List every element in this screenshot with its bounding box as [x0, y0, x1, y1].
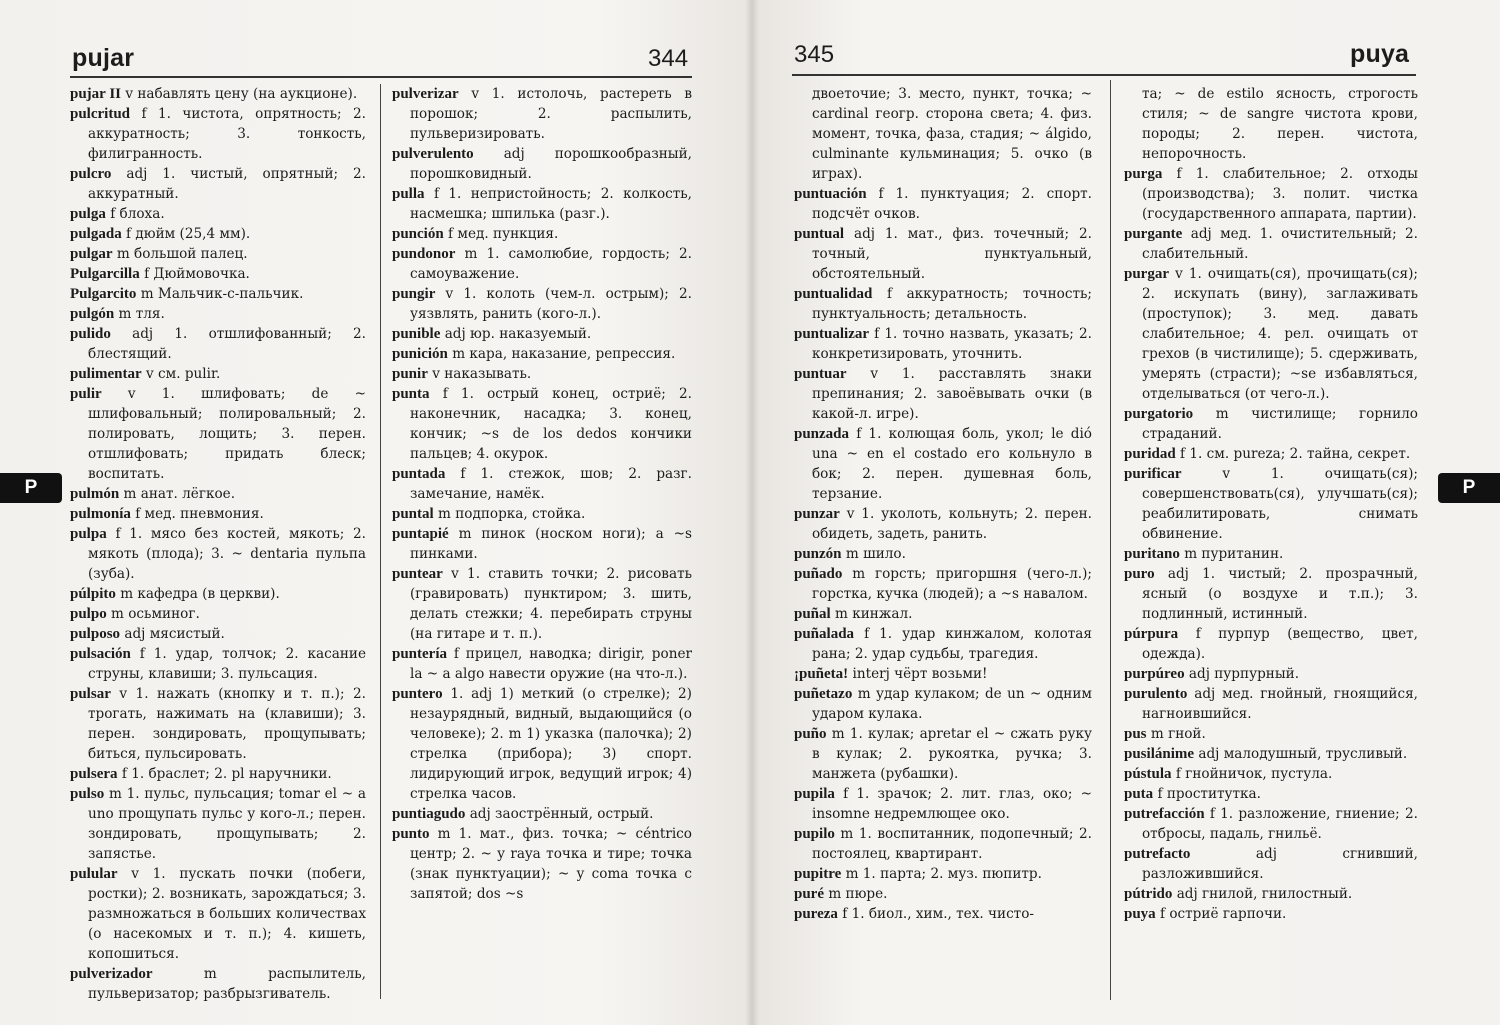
entry-definition: v 1. нажать (кнопку и т. п.); 2. трогать, нажимать на (клавиши); 3. перен. зондировать, прощупывать; биться, пульсировать.: [88, 686, 367, 762]
entry-definition: adj пурпурный.: [1188, 666, 1300, 682]
dictionary-entry: [70, 504, 366, 524]
entry-headword: punto: [392, 826, 430, 842]
entry-headword: pulcro: [70, 166, 112, 182]
entry-headword: pulverizar: [392, 86, 459, 102]
dictionary-entry: [1124, 744, 1418, 764]
dictionary-entry: [392, 144, 692, 184]
dictionary-entry: [1124, 784, 1418, 804]
left-column-1: [70, 84, 366, 1004]
entry-headword: pungir: [392, 286, 436, 302]
entry-definition: f 1. разложение, гниение; 2. отбросы, падаль, гнильё.: [1142, 806, 1418, 842]
entry-definition: двоеточие; 3. место, пункт, точка; ~ cardinal геогр. сторона света; 4. физ. момент, точка, фаза, стадия; ~ álgido, culminante кульминация; 5. очко (в играх).: [812, 86, 1092, 182]
entry-definition: m осьминог.: [111, 606, 200, 622]
entry-headword: putrefacción: [1124, 806, 1205, 822]
entry-headword: pulir: [70, 386, 102, 402]
dictionary-entry: [70, 684, 366, 764]
entry-definition: m пюре.: [828, 886, 888, 902]
entry-headword: pústula: [1124, 766, 1172, 782]
entry-headword: pusilánime: [1124, 746, 1195, 762]
entry-definition: f 1. биол., хим., тех. чисто-: [842, 906, 1034, 922]
dictionary-entry: [70, 644, 366, 684]
entry-headword: pulsera: [70, 766, 118, 782]
entry-definition: f 1. см. pureza; 2. тайна, секрет.: [1180, 446, 1411, 462]
page-number: 344: [648, 45, 689, 72]
entry-definition: f блоха.: [110, 206, 165, 222]
entry-headword: putrefacto: [1124, 846, 1191, 862]
entry-definition: та; ~ de estilo ясность, строгость стиля; ~ de sangre чистота крови, породы; 2. перен. чистота, непорочность.: [1142, 86, 1418, 162]
dictionary-entry: [794, 884, 1092, 904]
letter-tab: P: [1438, 473, 1500, 503]
entry-headword: puntualidad: [794, 286, 873, 302]
entry-headword: pujar II: [70, 86, 121, 102]
entry-headword: punible: [392, 326, 441, 342]
entry-headword: puntero: [392, 686, 443, 702]
entry-definition: f 1. мясо без костей, мякоть; 2. мякоть (плода); 3. ~ dentaria пульпа (зуба).: [88, 526, 367, 582]
entry-headword: punción: [392, 226, 444, 242]
entry-definition: f прицел, наводка; dirigir, poner la ~ a algo навести оружие (на что-л.).: [410, 646, 692, 682]
entry-headword: pulsar: [70, 686, 111, 702]
entry-definition: m тля.: [118, 306, 165, 322]
entry-definition: f гнойничок, пустула.: [1175, 766, 1333, 782]
entry-headword: pútrido: [1124, 886, 1173, 902]
entry-definition: m 1. воспитанник, подопечный; 2. постоялец, квартирант.: [812, 826, 1093, 862]
entry-definition: m Мальчик-с-пальчик.: [140, 286, 304, 302]
entry-definition: f проститутка.: [1157, 786, 1261, 802]
entry-headword: pulso: [70, 786, 105, 802]
entry-definition: v 1. очищать(ся); совершенствовать(ся), улучшать(ся); реабилитировать, снимать обвинение.: [1142, 466, 1418, 542]
dictionary-entry: [70, 484, 366, 504]
entry-definition: m анат. лёгкое.: [123, 486, 236, 502]
letter-tab: P: [0, 473, 62, 503]
entry-definition: v 1. колоть (чем-л. острым); 2. уязвлять, ранить (кого-л.).: [410, 286, 692, 322]
entry-definition: adj мед. 1. очистительный; 2. слабительный.: [1142, 226, 1418, 262]
entry-headword: purpúreo: [1124, 666, 1185, 682]
entry-headword: pupitre: [794, 866, 842, 882]
entry-definition: m 1. парта; 2. муз. пюпитр.: [845, 866, 1042, 882]
dictionary-entry: [794, 504, 1092, 544]
entry-headword: purgante: [1124, 226, 1183, 242]
dictionary-entry: [70, 624, 366, 644]
dictionary-entry: [392, 244, 692, 284]
entry-headword: punir: [392, 366, 428, 382]
entry-headword: pulverulento: [392, 146, 474, 162]
dictionary-entry: [70, 244, 366, 264]
dictionary-entry: [1124, 884, 1418, 904]
entry-headword: pulmón: [70, 486, 120, 502]
dictionary-entry: [794, 784, 1092, 824]
entry-headword: pulido: [70, 326, 111, 342]
dictionary-entry: [794, 284, 1092, 324]
entry-headword: puritano: [1124, 546, 1180, 562]
dictionary-entry: [1124, 844, 1418, 884]
dictionary-entry: [1124, 804, 1418, 844]
dictionary-entry: [794, 624, 1092, 664]
entry-definition: m кафедра (в церкви).: [120, 586, 280, 602]
dictionary-entry: [70, 604, 366, 624]
entry-headword: pulverizador: [70, 966, 153, 982]
column-divider: [380, 84, 381, 999]
dictionary-entry: [70, 784, 366, 864]
entry-definition: f 1. непристойность; 2. колкость, насмешка; шпилька (разг.).: [410, 186, 692, 222]
dictionary-entry: [392, 824, 692, 904]
entry-definition: f 1. пунктуация; 2. спорт. подсчёт очков.: [812, 186, 1092, 222]
dictionary-entry: [1124, 464, 1418, 544]
dictionary-entry: [392, 464, 692, 504]
entry-headword: punzada: [794, 426, 850, 442]
dictionary-entry: [70, 164, 366, 204]
entry-definition: adj заострённый, острый.: [469, 806, 654, 822]
entry-headword: puya: [1124, 906, 1156, 922]
entry-headword: puntualizar: [794, 326, 870, 342]
entry-definition: m распылитель, пульверизатор; разбрызгиватель.: [88, 966, 366, 1002]
entry-definition: f 1. удар кинжалом, колотая рана; 2. удар судьбы, трагедия.: [812, 626, 1092, 662]
entry-definition: m пуританин.: [1184, 546, 1284, 562]
entry-definition: adj сгнивший, разложившийся.: [1142, 846, 1419, 882]
entry-definition: v 1. ставить точки; 2. рисовать (гравировать) пунктиром; 3. шить, делать стежки; 4. перебирать струны (на гитаре и т. п.).: [410, 566, 692, 642]
entry-headword: puridad: [1124, 446, 1176, 462]
entry-definition: m чистилище; горнило страданий.: [1142, 406, 1418, 442]
entry-headword: purificar: [1124, 466, 1182, 482]
dictionary-entry: [392, 384, 692, 464]
entry-definition: v 1. истолочь, растереть в порошок; 2. распылить, пульверизировать.: [410, 86, 692, 142]
dictionary-entry: [1124, 84, 1418, 164]
entry-headword: puntada: [392, 466, 446, 482]
dictionary-entry: [70, 764, 366, 784]
entry-headword: puñado: [794, 566, 843, 582]
entry-definition: f мед. пункция.: [448, 226, 559, 242]
dictionary-entry: [392, 364, 692, 384]
entry-headword: punzar: [794, 506, 840, 522]
entry-definition: m 1. пульс, пульсация; tomar el ~ a uno прощупать пульс у кого-л.; перен. зондировать, прощупывать; 2. запястье.: [88, 786, 366, 862]
entry-definition: f 1. зрачок; 2. лит. глаз, око; ~ insomne недремлющее око.: [812, 786, 1092, 822]
dictionary-entry: [794, 324, 1092, 364]
dictionary-entry: [392, 284, 692, 324]
entry-headword: pulsación: [70, 646, 131, 662]
dictionary-entry: [392, 84, 692, 144]
entry-headword: purga: [1124, 166, 1163, 182]
entry-definition: v 1. уколоть, кольнуть; 2. перен. обидеть, задеть, ранить.: [812, 506, 1092, 542]
dictionary-entry: [1124, 904, 1418, 924]
dictionary-entry: [794, 824, 1092, 864]
right-column-1: [794, 84, 1092, 924]
dictionary-entry: [70, 264, 366, 284]
entry-headword: puñalada: [794, 626, 855, 642]
dictionary-entry: [794, 864, 1092, 884]
dictionary-entry: [1124, 724, 1418, 744]
entry-definition: adj малодушный, трусливый.: [1198, 746, 1408, 762]
entry-definition: f 1. колющая боль, укол; le dió una ~ en el costado его кольнуло в бок; 2. перен. душевная боль, терзание.: [812, 426, 1092, 502]
dictionary-entry: [70, 364, 366, 384]
entry-headword: pulmonía: [70, 506, 131, 522]
entry-definition: m горсть; пригоршня (чего-л.); горстка, кучка (людей); a ~s навалом.: [812, 566, 1092, 602]
entry-definition: f мед. пневмония.: [135, 506, 264, 522]
entry-definition: adj мед. гнойный, гноящийся, нагноившийся.: [1142, 686, 1418, 722]
entry-headword: pulimentar: [70, 366, 142, 382]
book-gutter: [745, 0, 759, 1025]
entry-headword: pulular: [70, 866, 118, 882]
dictionary-entry: [392, 184, 692, 224]
dictionary-entry: [794, 84, 1092, 184]
right-column-2: [1124, 84, 1418, 924]
entry-definition: f аккуратность; точность; пунктуальность; детальность.: [812, 286, 1092, 322]
entry-headword: puntuar: [794, 366, 847, 382]
dictionary-entry: [392, 804, 692, 824]
entry-headword: pulgar: [70, 246, 113, 262]
entry-headword: ¡puñeta!: [794, 666, 849, 682]
entry-definition: m гной.: [1150, 726, 1206, 742]
dictionary-entry: [70, 104, 366, 164]
entry-definition: f дюйм (25,4 мм).: [126, 226, 251, 242]
entry-definition: v 1. очищать(ся), прочищать(ся); 2. искупать (вину), заглаживать (проступок); 3. мед. давать слабительное; 4. рел. очищать от грехов (в чистилище); 5. сдерживать, умерять (страсти); ~se избавляться, отделываться (от чего-л.).: [1142, 266, 1418, 402]
entry-definition: f 1. удар, толчок; 2. касание струны, клавиши; 3. пульсация.: [88, 646, 366, 682]
entry-headword: púlpito: [70, 586, 116, 602]
entry-definition: m кинжал.: [835, 606, 913, 622]
entry-headword: puta: [1124, 786, 1154, 802]
entry-definition: adj гнилой, гнилостный.: [1176, 886, 1353, 902]
dictionary-entry: [70, 964, 366, 1004]
entry-definition: m 1. мат., физ. точка; ~ céntrico центр; 2. ~ y raya точка и тире; точка (знак пунктуации); ~ y coma точка с запятой; dos ~s: [410, 826, 692, 902]
entry-headword: puntuación: [794, 186, 867, 202]
entry-definition: adj 1. чистый; 2. прозрачный, ясный (о воздухе и т.п.); 3. подлинный, истинный.: [1142, 566, 1418, 622]
dictionary-entry: [392, 324, 692, 344]
dictionary-entry: [1124, 764, 1418, 784]
dictionary-entry: [392, 344, 692, 364]
dictionary-entry: [70, 584, 366, 604]
entry-headword: pus: [1124, 726, 1147, 742]
dictionary-entry: [70, 324, 366, 364]
entry-headword: pupilo: [794, 826, 835, 842]
entry-definition: adj 1. мат., физ. точечный; 2. точный, пунктуальный, обстоятельный.: [812, 226, 1092, 282]
entry-definition: adj 1. чистый, опрятный; 2. аккуратный.: [88, 166, 366, 202]
entry-headword: puño: [794, 726, 827, 742]
entry-headword: purgatorio: [1124, 406, 1194, 422]
dictionary-entry: [70, 284, 366, 304]
entry-headword: pulposo: [70, 626, 121, 642]
dictionary-entry: [70, 384, 366, 484]
entry-headword: Pulgarcilla: [70, 266, 140, 282]
entry-definition: f 1. слабительное; 2. отходы (производства); 3. полит. чистка (государственного аппарата, партии).: [1142, 166, 1418, 222]
entry-headword: puntería: [392, 646, 448, 662]
entry-definition: m большой палец.: [116, 246, 248, 262]
entry-definition: m шило.: [845, 546, 906, 562]
entry-definition: f 1. точно назвать, указать; 2. конкретизировать, уточнить.: [812, 326, 1092, 362]
dictionary-entry: [392, 564, 692, 644]
dictionary-entry: [1124, 224, 1418, 264]
entry-headword: punición: [392, 346, 448, 362]
dictionary-entry: [1124, 544, 1418, 564]
dictionary-entry: [1124, 404, 1418, 444]
entry-headword: pulga: [70, 206, 106, 222]
entry-definition: v см. pulir.: [146, 366, 221, 382]
dictionary-entry: [794, 904, 1092, 924]
entry-definition: m 1. самолюбие, гордость; 2. самоуважение.: [410, 246, 692, 282]
entry-definition: m 1. кулак; apretar el ~ сжать руку в кулак; 2. рукоятка, ручка; 3. манжета (рубашки).: [812, 726, 1092, 782]
dictionary-entry: [70, 304, 366, 324]
entry-headword: pulgada: [70, 226, 122, 242]
entry-definition: f 1. браслет; 2. pl наручники.: [121, 766, 332, 782]
dictionary-entry: [70, 524, 366, 584]
entry-definition: f 1. острый конец, остриё; 2. наконечник, насадка; 3. конец, кончик; ~s de los dedos кончики пальцев; 4. окурок.: [410, 386, 693, 462]
dictionary-entry: [794, 684, 1092, 724]
dictionary-entry: [794, 184, 1092, 224]
entry-headword: puro: [1124, 566, 1155, 582]
entry-definition: adj порошкообразный, порошковидный.: [410, 146, 692, 182]
entry-definition: f остриё гарпочи.: [1160, 906, 1287, 922]
entry-headword: pulcritud: [70, 106, 131, 122]
dictionary-entry: [392, 504, 692, 524]
header-rule: [70, 76, 692, 78]
entry-headword: puñal: [794, 606, 831, 622]
entry-definition: m подпорка, стойка.: [438, 506, 586, 522]
entry-headword: puré: [794, 886, 824, 902]
entry-headword: pulgón: [70, 306, 115, 322]
entry-definition: v 1. шлифовать; de ~ шлифовальный; полировальный; 2. полировать, лощить; 3. перен. отшлифовать; придать блеск; воспитать.: [88, 386, 366, 482]
header-rule: [792, 74, 1416, 76]
dictionary-entry: [1124, 564, 1418, 624]
entry-headword: Pulgarcito: [70, 286, 137, 302]
entry-headword: pundonor: [392, 246, 456, 262]
dictionary-entry: [392, 224, 692, 244]
entry-definition: m кара, наказание, репрессия.: [452, 346, 676, 362]
entry-definition: f Дюймовочка.: [144, 266, 250, 282]
left-column-2: [392, 84, 692, 904]
entry-headword: puntear: [392, 566, 443, 582]
dictionary-entry: [1124, 664, 1418, 684]
entry-definition: adj юр. наказуемый.: [444, 326, 592, 342]
column-divider: [1110, 80, 1111, 1000]
entry-definition: adj мясистый.: [124, 626, 225, 642]
entry-headword: puntal: [392, 506, 434, 522]
dictionary-entry: [70, 224, 366, 244]
dictionary-entry: [1124, 624, 1418, 664]
entry-definition: m удар кулаком; de un ~ одним ударом кулака.: [812, 686, 1092, 722]
dictionary-entry: [1124, 264, 1418, 404]
dictionary-entry: [794, 604, 1092, 624]
entry-headword: puntual: [794, 226, 845, 242]
entry-headword: purgar: [1124, 266, 1169, 282]
entry-headword: pupila: [794, 786, 835, 802]
dictionary-entry: [392, 684, 692, 804]
page-number: 345: [794, 41, 835, 68]
entry-definition: 1. adj 1) меткий (о стрелке); 2) незаурядный, видный, выдающийся (о человеке); 2. m 1) указка (палочка); 2) стрелка (прибора); 3) спорт. лидирующий игрок, ведущий игрок; 4) стрелка часов.: [410, 686, 692, 802]
entry-headword: puntiagudo: [392, 806, 466, 822]
entry-definition: v набавлять цену (на аукционе).: [125, 86, 358, 102]
dictionary-entry: [794, 424, 1092, 504]
entry-definition: f 1. стежок, шов; 2. разг. замечание, намёк.: [410, 466, 692, 502]
entry-definition: v наказывать.: [432, 366, 532, 382]
entry-headword: pureza: [794, 906, 838, 922]
dictionary-entry: [70, 864, 366, 964]
entry-definition: f 1. чистота, опрятность; 2. аккуратность; 3. тонкость, филигранность.: [88, 106, 367, 162]
dictionary-entry: [794, 564, 1092, 604]
entry-definition: interj чёрт возьми!: [852, 666, 988, 682]
dictionary-entry: [1124, 684, 1418, 724]
dictionary-entry: [794, 664, 1092, 684]
entry-definition: v 1. расставлять знаки препинания; 2. завоёвывать очки (в какой-л. игре).: [812, 366, 1092, 422]
running-headword: puya: [1350, 40, 1410, 68]
entry-headword: pulla: [392, 186, 425, 202]
entry-definition: m пинок (носком ноги); a ~s пинками.: [410, 526, 692, 562]
entry-headword: puntapié: [392, 526, 449, 542]
entry-headword: purulento: [1124, 686, 1188, 702]
dictionary-entry: [794, 364, 1092, 424]
dictionary-entry: [70, 204, 366, 224]
dictionary-entry: [1124, 164, 1418, 224]
entry-headword: puñetazo: [794, 686, 853, 702]
entry-headword: punta: [392, 386, 430, 402]
entry-headword: pulpo: [70, 606, 107, 622]
entry-definition: f пурпур (вещество, цвет, одежда).: [1142, 626, 1418, 662]
dictionary-entry: [1124, 444, 1418, 464]
entry-headword: púrpura: [1124, 626, 1179, 642]
dictionary-entry: [392, 644, 692, 684]
running-headword: pujar: [72, 44, 135, 72]
right-page: [750, 0, 1500, 1025]
entry-definition: adj 1. отшлифованный; 2. блестящий.: [88, 326, 367, 362]
dictionary-entry: [70, 84, 366, 104]
entry-headword: punzón: [794, 546, 842, 562]
dictionary-entry: [794, 544, 1092, 564]
dictionary-entry: [794, 724, 1092, 784]
entry-definition: v 1. пускать почки (побеги, ростки); 2. возникать, зарождаться; 3. размножаться в больших количествах (о насекомых и т. п.); 4. кишеть, копошиться.: [88, 866, 366, 962]
dictionary-entry: [794, 224, 1092, 284]
dictionary-entry: [392, 524, 692, 564]
entry-headword: pulpa: [70, 526, 107, 542]
